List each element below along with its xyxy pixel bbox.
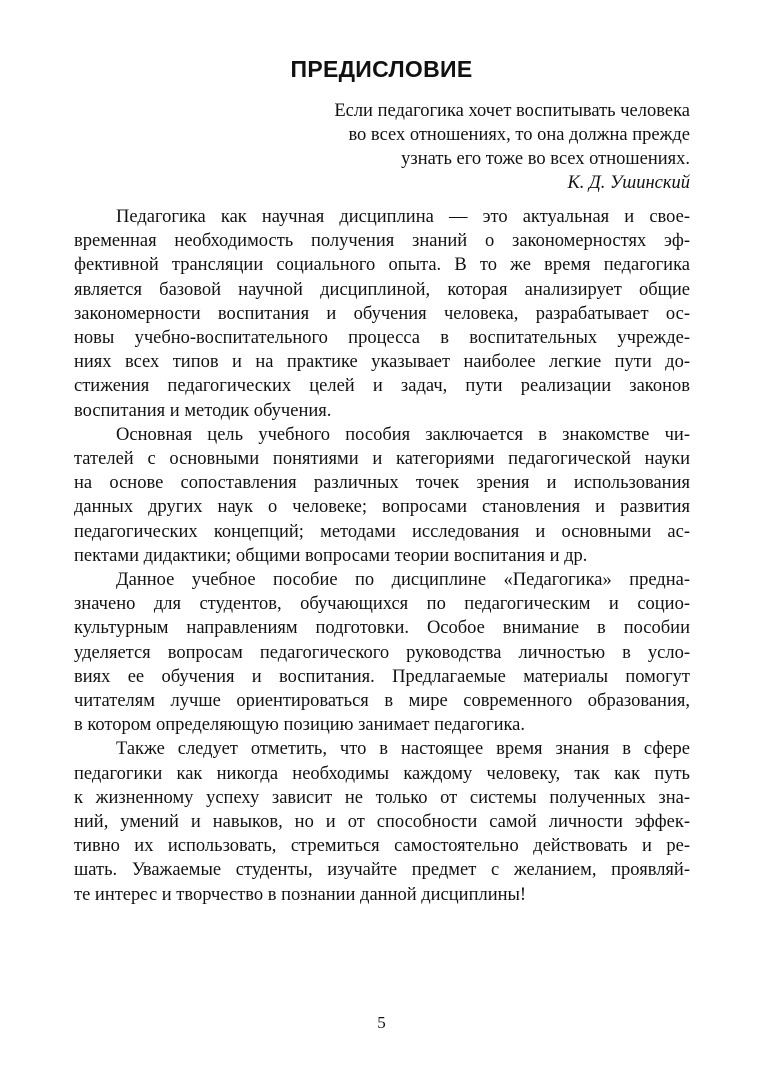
paragraph-4: [74, 737, 690, 906]
text-line: Педагогика как научная дисциплина — это актуальная и свое-: [116, 207, 690, 227]
text-line: ний, умений и навыков, но и от способности самой личности эффек-: [74, 812, 690, 833]
text-line: является базовой научной дисциплиной, которая анализирует общие: [74, 279, 690, 300]
text-line: воспитания и методик обучения.: [74, 400, 332, 421]
text-line: виях ее обучения и воспитания. Предлагаемые материалы помогут: [74, 666, 690, 687]
text-line: шать. Уважаемые студенты, изучайте предмет с желанием, проявляй-: [74, 860, 690, 881]
text-line: тивно их использовать, стремиться самостоятельно действовать и ре-: [74, 836, 690, 857]
paragraph-2: [74, 423, 690, 568]
text-line: читателям лучше ориентироваться в мире современного образования,: [74, 691, 690, 712]
text-line: стижения педагогических целей и задач, пути реализации законов: [74, 376, 690, 397]
epigraph: [170, 99, 690, 195]
text-line: тателей с основными понятиями и категориями педагогической науки: [74, 449, 690, 470]
body-text: [74, 205, 690, 907]
text-line: на основе сопоставления различных точек зрения и использования: [74, 473, 690, 494]
page-title: ПРЕДИСЛОВИЕ: [290, 56, 473, 82]
text-line: значено для студентов, обучающихся по педагогическим и социо-: [74, 594, 690, 615]
text-line: те интерес и творчество в познании данной дисциплины!: [74, 884, 527, 905]
text-line: Также следует отметить, что в настоящее время знания в сфере: [116, 739, 690, 760]
text-line: ниях всех типов и на практике указывает наиболее легкие пути до-: [74, 352, 690, 373]
text-line: к жизненному успеху зависит не только от системы полученных зна-: [74, 787, 690, 808]
text-line: уделяется вопросам педагогического руководства личностью в усло-: [74, 642, 690, 663]
text-line: в котором определяющую позицию занимает педагогика.: [74, 715, 526, 736]
epigraph-line: во всех отношениях, то она должна прежде: [348, 125, 690, 145]
paragraph-3: [74, 568, 690, 737]
epigraph-line: Если педагогика хочет воспитывать человека: [334, 101, 690, 121]
paragraph-1: [74, 205, 690, 423]
text-line: данных других наук о человеке; вопросами становления и развития: [74, 497, 690, 518]
page-number: 5: [377, 1013, 386, 1032]
text-line: Основная цель учебного пособия заключается в знакомстве чи-: [116, 424, 690, 445]
text-line: пектами дидактики; общими вопросами теории воспитания и др.: [74, 545, 588, 566]
text-line: педагогических концепций; методами исследования и основными ас-: [74, 521, 690, 542]
text-line: культурным направлениям подготовки. Особое внимание в пособии: [74, 618, 690, 639]
text-line: Данное учебное пособие по дисциплине «Педагогика» предна-: [116, 570, 690, 591]
text-line: педагогики как никогда необходимы каждому человеку, так как путь: [74, 763, 690, 784]
epigraph-line: узнать его тоже во всех отношениях.: [401, 149, 690, 169]
epigraph-author: К. Д. Ушинский: [567, 173, 690, 193]
text-line: закономерности воспитания и обучения человека, разрабатывает ос-: [74, 303, 690, 324]
text-line: фективной трансляции социального опыта. В то же время педагогика: [74, 255, 690, 276]
text-line: временная необходимость получения знаний о закономерностях эф-: [74, 231, 690, 252]
text-line: новы учебно-воспитательного процесса в воспитательных учрежде-: [74, 328, 690, 349]
